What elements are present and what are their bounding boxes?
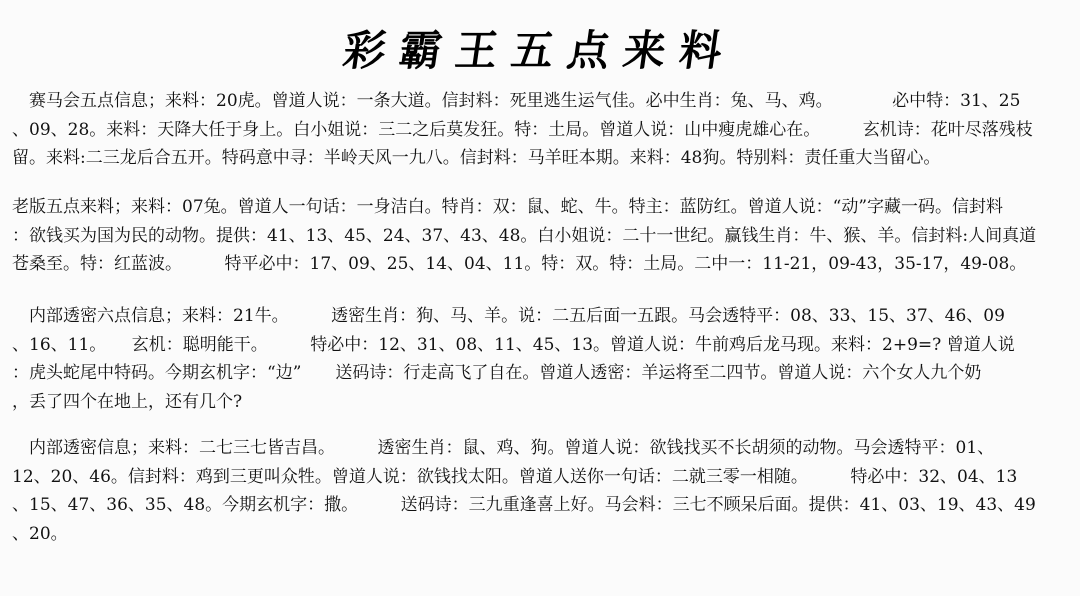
text-line: 、15、47、36、35、48。今期玄机字：撒。 送码诗：三九重逢喜上好。马会料：三七不顾呆后面。提供：41、03、19、43、49 [12,495,1036,515]
text-line: 老版五点来料；来料：07兔。曾道人一句话：一身洁白。特肖：双：鼠、蛇、牛。特主：蓝防红。曾道人说：“动”字藏一码。信封料 [12,197,1004,217]
text-line: 赛马会五点信息；来料：20虎。曾道人说：一条大道。信封料：死里逃生运气佳。必中生肖：兔、马、鸡。 必中特：31、25 [12,91,1021,111]
page-title: 彩霸王五点来料 [340,26,740,75]
text-line: 、20。 [12,523,68,544]
section-internal-six-point-info [12,302,1072,416]
text-line: 、09、28。来料：天降大任于身上。白小姐说：三二之后莫发狂。特：土局。曾道人说：山中瘦虎雄心在。 玄机诗：花叶尽落残枝 [12,119,1033,140]
text-line: 内部透密六点信息；来料：21牛。 透密生肖：狗、马、羊。说：二五后面一五跟。马会透特平：08、33、15、37、46、09 [12,306,1005,326]
text-line: 、16、11。 玄机：聪明能干。 特必中：12、31、08、11、45、13。曾道人说：牛前鸡后龙马现。来料：2+9=? 曾道人说 [12,334,1015,355]
section-five-point-info [12,87,1072,173]
text-line: ，丢了四个在地上，还有几个? [12,391,243,412]
text-line: ：虎头蛇尾中特码。今期玄机字：“边” 送码诗：行走高飞了自在。曾道人透密：羊运将至二四节。曾道人说：六个女人九个奶 [12,363,982,383]
section-internal-info [12,434,1072,548]
text-line: 12、20、46。信封料：鸡到三更叫众牲。曾道人说：欲钱找太阳。曾道人送你一句话：二就三零一相随。 特必中：32、04、13 [12,466,1018,487]
section-old-version-info [12,193,1072,279]
text-line: 苍桑至。特：红蓝波。 特平必中：17、09、25、14、04、11。特：双。特：土局。二中一：11-21，09-43，35-17，49-08。 [12,254,1027,274]
text-line: ：欲钱买为国为民的动物。提供：41、13、45、24、37、43、48。白小姐说：二十一世纪。赢钱生肖：牛、猴、羊。信封料:人间真道 [12,225,1037,246]
text-line: 内部透密信息；来料：二七三七皆吉昌。 透密生肖：鼠、鸡、狗。曾道人说：欲钱找买不长胡须的动物。马会透特平：01、 [12,438,995,458]
text-line: 留。来料:二三龙后合五开。特码意中寻：半岭天风一九八。信封料：马羊旺本期。来料：48狗。特别料：责任重大当留心。 [12,148,941,168]
